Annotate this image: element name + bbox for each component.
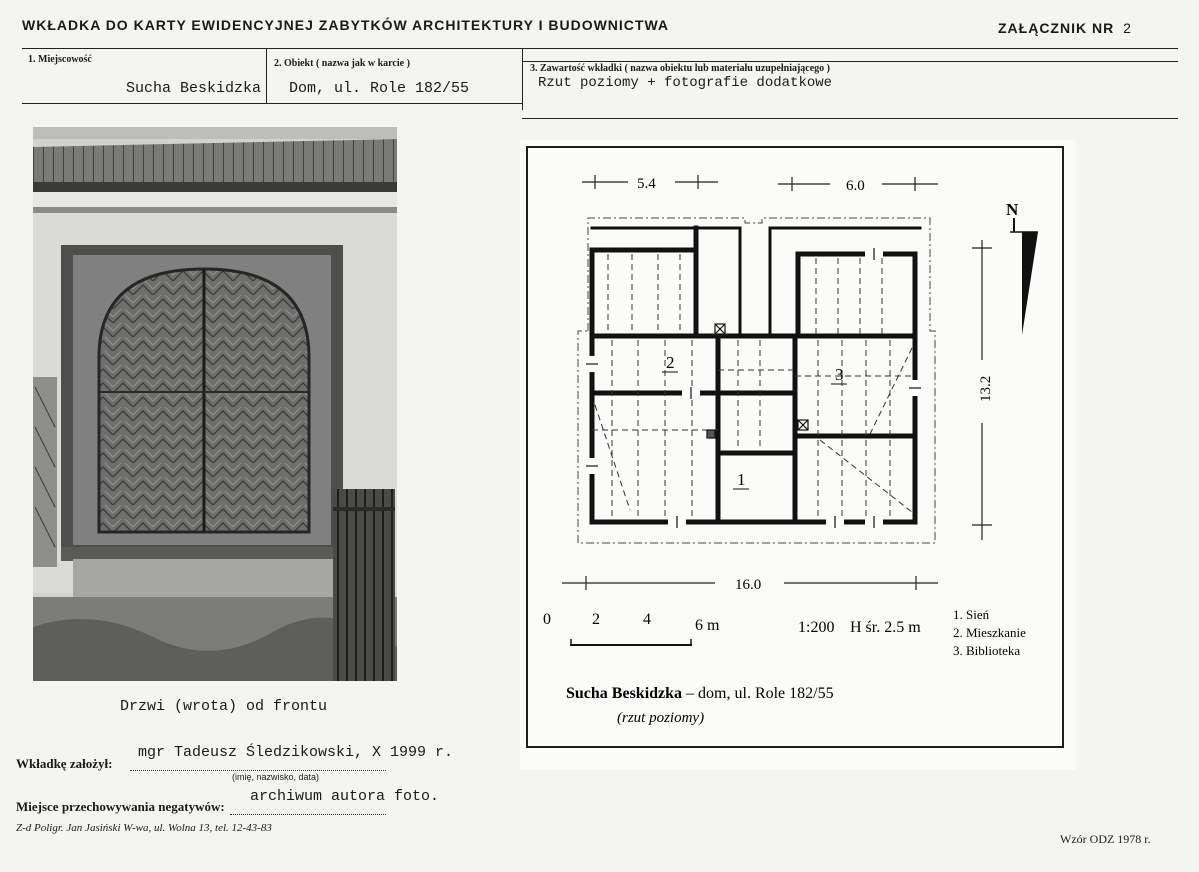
window-marks: [586, 248, 921, 528]
founder-hint: (imię, nazwisko, data): [232, 772, 320, 782]
attachment-label-text: ZAŁĄCZNIK NR: [998, 20, 1115, 36]
content-label: 3. Zawartość wkładki ( nazwa obiektu lub materiału uzupełniającego ): [530, 63, 831, 74]
plan-subtitle: (rzut poziomy): [617, 710, 705, 726]
legend-item-3: 3. Biblioteka: [953, 643, 1021, 658]
template-info: Wzór ODZ 1978 r.: [1060, 832, 1151, 846]
object-value: Dom, ul. Role 182/55: [289, 80, 470, 97]
locality-value: Sucha Beskidzka: [126, 80, 262, 97]
plan-title: [566, 685, 834, 702]
dimension-top-left-label: 5.4: [637, 176, 656, 192]
legend-item-1: 1. Sień: [953, 607, 990, 622]
photo-caption: Drzwi (wrota) od frontu: [120, 698, 328, 715]
door-photo-image: [33, 127, 397, 681]
field-divider-2: [522, 48, 523, 110]
door-photo: [33, 127, 397, 681]
plan-title-bold: Sucha Beskidzka: [566, 685, 683, 702]
locality-label: 1. Miejscowość: [28, 54, 92, 65]
field-rule-bottom-left: [22, 103, 522, 104]
scale-tick-4: 4: [643, 611, 651, 628]
room-label-3: 3: [835, 365, 844, 384]
room-label-1: 1: [737, 470, 746, 489]
header-rule-top: [22, 48, 1178, 49]
scale-ratio: 1:200: [798, 619, 835, 636]
scale-tick-0: 0: [543, 611, 551, 628]
object-label: 2. Obiekt ( nazwa jak w karcie ): [274, 58, 410, 69]
scale-tick-6: 6 m: [695, 617, 720, 634]
scale-bar: [570, 639, 692, 646]
founder-value: mgr Tadeusz Śledzikowski, X 1999 r.: [138, 744, 454, 761]
north-arrow-icon: [1010, 218, 1038, 335]
printer-info: Z-d Poligr. Jan Jasiński W-wa, ul. Wolna 13, tel. 12-43-83: [16, 822, 272, 834]
beam-lines: [592, 254, 915, 518]
legend-item-2: 2. Mieszkanie: [953, 625, 1026, 640]
field-rule-mid: [522, 61, 1178, 62]
floor-plan: [520, 140, 1076, 770]
form-title: WKŁADKA DO KARTY EWIDENCYJNEJ ZABYTKÓW ARCHITEKTURY I BUDOWNICTWA: [22, 17, 670, 33]
attachment-label: [998, 20, 1132, 36]
field-divider-1: [266, 48, 267, 104]
attachment-number: 2: [1123, 20, 1132, 36]
dimension-top-right-label: 6.0: [846, 178, 865, 194]
room-label-2: 2: [666, 353, 675, 372]
content-value: Rzut poziomy + fotografie dodatkowe: [538, 75, 833, 91]
scale-tick-2: 2: [592, 611, 600, 628]
average-height: H śr. 2.5 m: [850, 619, 921, 636]
dimension-bottom-label: 16.0: [735, 577, 762, 593]
dimension-right-label: 13.2: [978, 375, 994, 402]
founder-label: Wkładkę założył:: [16, 756, 113, 771]
storage-label: Miejsce przechowywania negatywów:: [16, 799, 225, 814]
house-walls: [592, 228, 920, 522]
field-rule-bottom: [522, 118, 1178, 119]
storage-value: archiwum autora foto.: [250, 788, 440, 805]
plan-title-rest: – dom, ul. Role 182/55: [682, 685, 834, 702]
north-label: N: [1006, 200, 1019, 219]
